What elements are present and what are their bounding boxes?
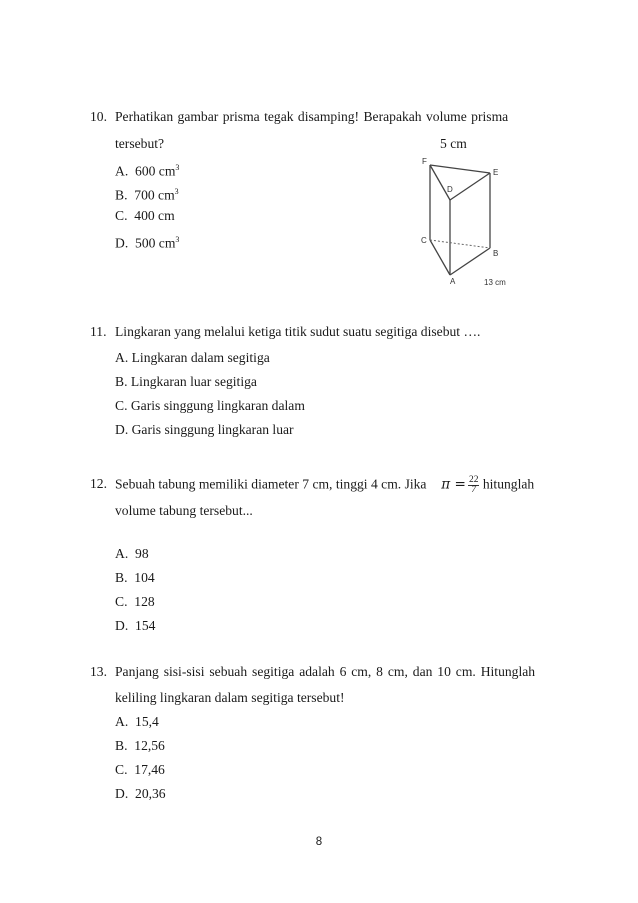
q11-text-line1: Lingkaran yang melalui ketiga titik sudut suatu segitiga disebut …. xyxy=(115,324,481,339)
q13-text-line1: Panjang sisi-sisi sebuah segitiga adalah 6 cm, 8 cm, dan 10 cm. Hitunglah xyxy=(115,664,536,679)
edge-de xyxy=(450,173,490,200)
q13-number: 13. xyxy=(90,664,107,679)
q12-text-a: Sebuah tabung memiliki diameter 7 cm, tinggi 4 cm. Jika xyxy=(115,476,427,492)
q13-option-c xyxy=(115,762,165,778)
q13-option-b xyxy=(115,738,165,754)
option-sup: 3 xyxy=(174,187,179,196)
option-text: 17,46 xyxy=(134,762,165,777)
q10-number: 10. xyxy=(90,109,107,124)
q13-text-line2: keliling lingkaran dalam segitiga tersebut! xyxy=(115,690,345,705)
q12-option-a xyxy=(115,546,149,562)
vertex-f-label: F xyxy=(422,157,427,166)
option-label: B. xyxy=(115,570,128,585)
option-label: B. xyxy=(115,738,128,753)
vertex-b-label: B xyxy=(493,249,499,258)
q13-option-a xyxy=(115,714,159,730)
option-label: A. xyxy=(115,546,129,561)
option-label: B. xyxy=(115,187,128,203)
option-text: 12,56 xyxy=(134,738,165,753)
option-label: C. xyxy=(115,762,128,777)
option-text: 20,36 xyxy=(135,786,166,801)
q11-number: 11. xyxy=(90,324,107,339)
option-sup: 3 xyxy=(175,235,180,244)
q11-option-d: D. Garis singgung lingkaran luar xyxy=(115,422,294,437)
edge-ca xyxy=(430,240,450,275)
option-label: C. xyxy=(115,208,128,223)
vertex-d-label: D xyxy=(447,185,453,194)
option-label: C. xyxy=(115,594,128,609)
q10-option-c xyxy=(115,208,175,224)
option-sup: 3 xyxy=(175,163,180,172)
option-label: A. xyxy=(115,714,129,729)
q12-text-b: hitunglah xyxy=(482,476,535,492)
fraction-numerator: 22 xyxy=(468,475,479,485)
option-text: 700 cm xyxy=(134,187,175,203)
q11-option-b: B. Lingkaran luar segitiga xyxy=(115,374,257,389)
q12-option-d xyxy=(115,618,155,634)
option-label: D. xyxy=(115,235,129,251)
option-text: 15,4 xyxy=(135,714,159,729)
q12-option-c xyxy=(115,594,155,610)
option-text: 98 xyxy=(135,546,149,561)
fraction-denominator: 7 xyxy=(471,485,477,495)
q10-option-d xyxy=(115,232,179,252)
q10-text-line1: Perhatikan gambar prisma tegak disamping! Berapakah volume prisma xyxy=(115,109,509,124)
vertex-a-label: A xyxy=(450,277,456,286)
q12-text-line1 xyxy=(115,476,534,495)
q10-text-line2: tersebut? xyxy=(115,136,165,151)
option-text: 400 cm xyxy=(134,208,175,223)
q10-dim-top-label: 5 cm xyxy=(440,136,467,151)
vertex-e-label: E xyxy=(493,168,499,177)
page-number: 8 xyxy=(315,836,323,848)
vertex-c-label: C xyxy=(421,236,427,245)
q11-option-a: A. Lingkaran dalam segitiga xyxy=(115,350,270,365)
option-label: A. xyxy=(115,163,129,179)
option-text: 154 xyxy=(135,618,156,633)
q12-number: 12. xyxy=(90,476,107,491)
edge-fe xyxy=(430,165,490,173)
option-text: 500 cm xyxy=(135,235,176,251)
option-label: D. xyxy=(115,786,129,801)
pi-symbol: π = xyxy=(441,476,466,493)
edge-cb-hidden xyxy=(430,240,490,248)
prism-diagram xyxy=(410,150,530,295)
pi-fraction xyxy=(468,476,480,495)
q10-dim-bottom-label: 13 cm xyxy=(484,278,506,287)
q10-option-b xyxy=(115,184,179,204)
q12-option-b xyxy=(115,570,155,586)
q11-option-c: C. Garis singgung lingkaran dalam xyxy=(115,398,305,413)
option-text: 104 xyxy=(134,570,155,585)
option-text: 128 xyxy=(134,594,155,609)
option-label: D. xyxy=(115,618,129,633)
edge-ab xyxy=(450,248,490,275)
q13-option-d xyxy=(115,786,166,802)
q10-option-a xyxy=(115,160,179,180)
edge-fd xyxy=(430,165,450,200)
option-text: 600 cm xyxy=(135,163,176,179)
q12-text-line2: volume tabung tersebut... xyxy=(115,503,253,518)
